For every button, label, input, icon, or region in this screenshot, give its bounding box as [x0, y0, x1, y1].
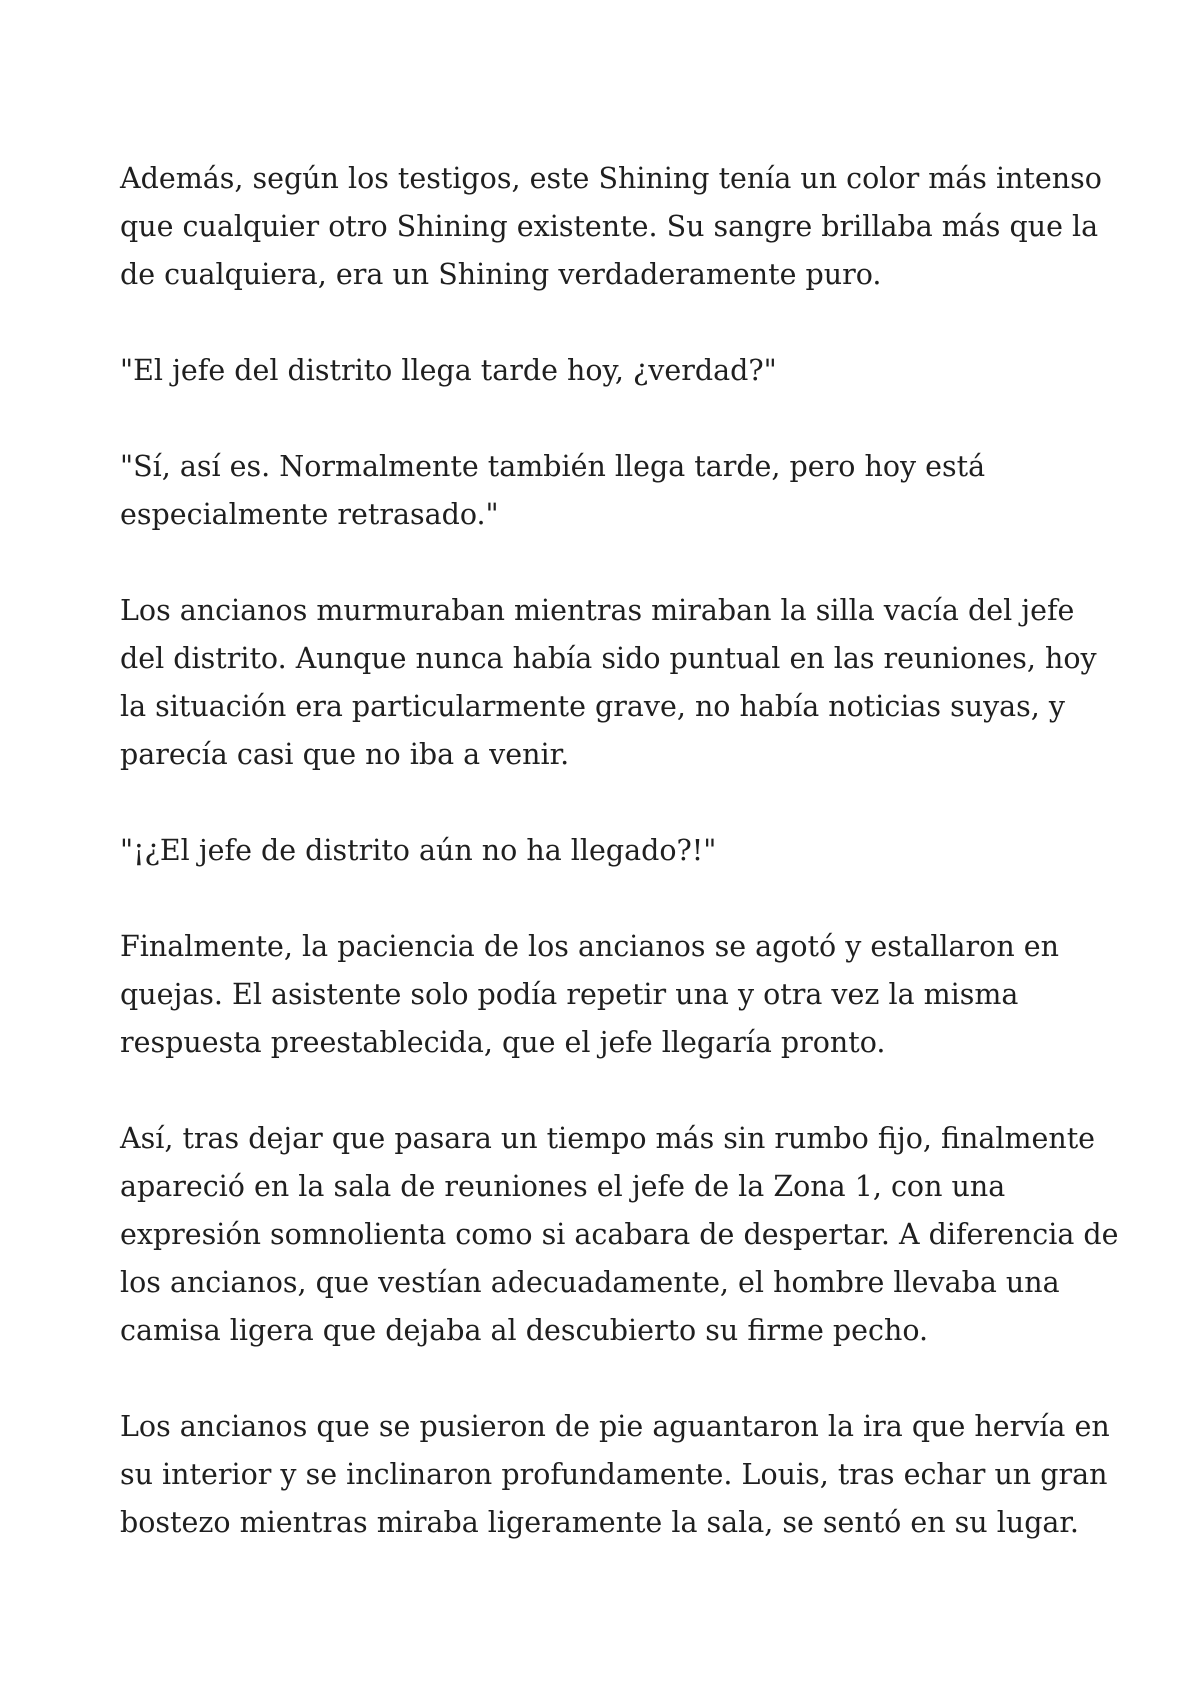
text-line: parecía casi que no iba a venir.: [120, 738, 570, 771]
paragraph: [120, 587, 1100, 779]
text-line: bostezo mientras miraba ligeramente la sala, se sentó en su lugar.: [120, 1506, 1079, 1539]
text-line: expresión somnolienta como si acabara de despertar. A diferencia de: [120, 1218, 1119, 1251]
text-line: Además, según los testigos, este Shining tenía un color más intenso: [120, 162, 1102, 195]
text-line: los ancianos, que vestían adecuadamente, el hombre llevaba una: [120, 1266, 1060, 1299]
text-line: respuesta preestablecida, que el jefe llegaría pronto.: [120, 1026, 886, 1059]
paragraph: [120, 155, 1100, 299]
dialogue-paragraph: [120, 827, 1100, 875]
text-line: del distrito. Aunque nunca había sido puntual en las reuniones, hoy: [120, 642, 1097, 675]
text-line: quejas. El asistente solo podía repetir una y otra vez la misma: [120, 978, 1019, 1011]
paragraph: [120, 923, 1100, 1067]
text-line: apareció en la sala de reuniones el jefe de la Zona 1, con una: [120, 1170, 1006, 1203]
paragraph: [120, 1115, 1119, 1355]
dialogue-paragraph: [120, 443, 1100, 539]
document-page: [120, 155, 1119, 1547]
text-line: "El jefe del distrito llega tarde hoy, ¿verdad?": [120, 354, 777, 387]
text-line: Los ancianos que se pusieron de pie aguantaron la ira que hervía en: [120, 1410, 1110, 1443]
text-line: Los ancianos murmuraban mientras miraban la silla vacía del jefe: [120, 594, 1075, 627]
text-line: Así, tras dejar que pasara un tiempo más sin rumbo fijo, finalmente: [120, 1122, 1096, 1155]
dialogue-paragraph: [120, 347, 1100, 395]
text-line: camisa ligera que dejaba al descubierto su firme pecho.: [120, 1314, 929, 1347]
text-line: Finalmente, la paciencia de los ancianos se agotó y estallaron en: [120, 930, 1059, 963]
text-line: de cualquiera, era un Shining verdaderamente puro.: [120, 258, 882, 291]
text-line: "Sí, así es. Normalmente también llega tarde, pero hoy está: [120, 450, 986, 483]
text-line: "¡¿El jefe de distrito aún no ha llegado?!": [120, 834, 717, 867]
paragraph: [120, 1403, 1110, 1547]
text-line: que cualquier otro Shining existente. Su sangre brillaba más que la: [120, 210, 1099, 243]
text-line: su interior y se inclinaron profundamente. Louis, tras echar un gran: [120, 1458, 1108, 1491]
text-line: especialmente retrasado.": [120, 498, 499, 531]
text-line: la situación era particularmente grave, no había noticias suyas, y: [120, 690, 1066, 723]
